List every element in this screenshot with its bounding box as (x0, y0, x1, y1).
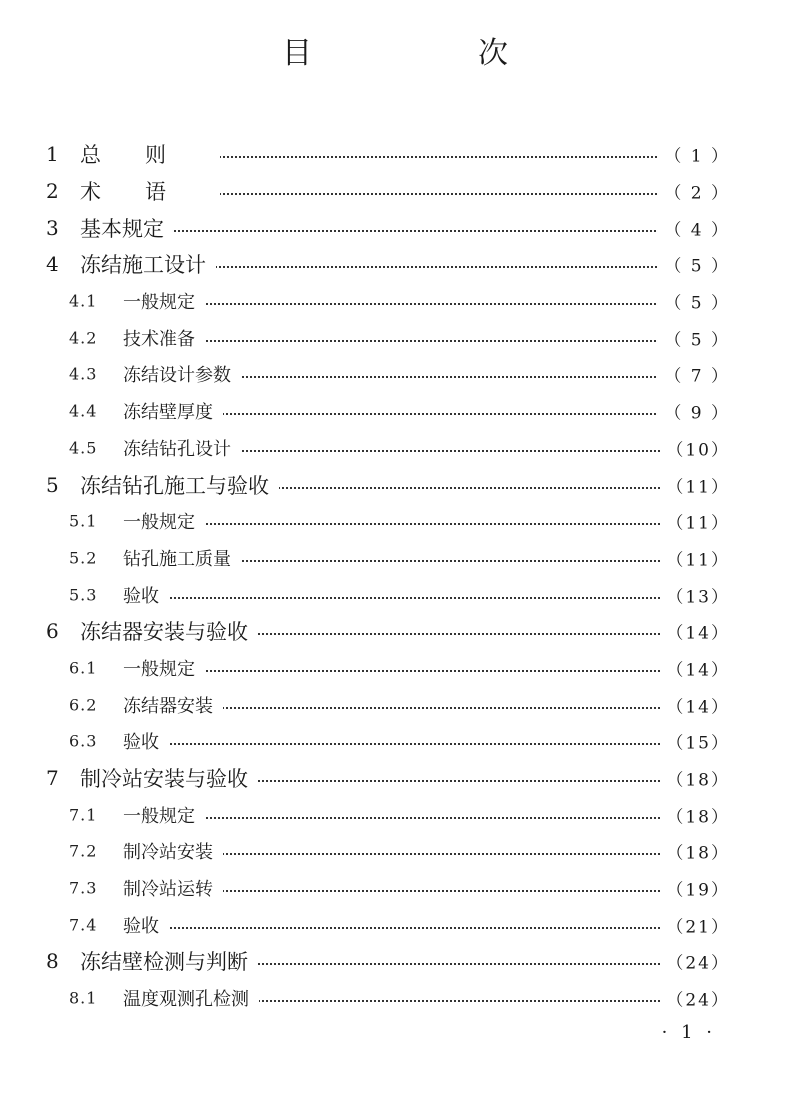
toc-section-entry[interactable] (0, 906, 790, 943)
entry-title: 冻结施工设计 (80, 249, 216, 279)
toc-section-entry[interactable] (0, 430, 790, 467)
entry-number: 3 (46, 215, 59, 240)
dot-leader (254, 780, 660, 782)
page-number: · 1 · (661, 1022, 716, 1043)
dot-leader (165, 743, 660, 745)
toc-section-entry[interactable] (0, 576, 790, 613)
entry-number: 5.1 (69, 511, 98, 531)
entry-title: 温度观测孔检测 (123, 985, 259, 1011)
entry-title: 验收 (123, 912, 169, 938)
entry-page: （ 1 ） (658, 142, 730, 167)
entry-page: （13） (660, 582, 730, 607)
entry-number: 6 (46, 619, 59, 644)
entry-title: 验收 (123, 582, 169, 608)
entry-number: 5 (46, 472, 59, 497)
entry-number: 4.3 (69, 364, 98, 384)
dot-leader (275, 487, 660, 489)
entry-title: 技术准备 (123, 325, 205, 351)
dot-leader (170, 230, 660, 232)
entry-number: 4.5 (69, 438, 98, 458)
entry-page: （14） (660, 692, 730, 717)
toc-section-entry[interactable] (0, 540, 790, 577)
entry-number: 4.4 (69, 401, 98, 421)
entry-page: （ 7 ） (658, 362, 730, 387)
dot-leader (219, 413, 660, 415)
entry-number: 4.1 (69, 291, 98, 311)
toc-section-entry[interactable] (0, 356, 790, 393)
entry-page: （11） (660, 509, 730, 534)
entry-title: 冻结壁检测与判断 (80, 946, 258, 976)
entry-title: 冻结器安装与验收 (80, 616, 258, 646)
page-title: 目 次 (282, 36, 576, 71)
entry-title: 制冷站安装 (123, 838, 223, 864)
entry-number: 7.3 (69, 878, 98, 898)
entry-page: （24） (660, 949, 730, 974)
dot-leader (165, 597, 660, 599)
entry-title: 冻结设计参数 (123, 361, 241, 387)
entry-title: 冻结壁厚度 (123, 398, 223, 424)
toc-section-entry[interactable] (0, 796, 790, 833)
toc-section-entry[interactable] (0, 870, 790, 907)
entry-number: 7.4 (69, 915, 98, 935)
entry-title: 冻结钻孔施工与验收 (80, 470, 279, 500)
entry-title: 一般规定 (123, 288, 205, 314)
entry-number: 1 (46, 142, 59, 167)
entry-number: 7 (46, 766, 59, 791)
toc-chapter-entry[interactable] (0, 760, 790, 797)
entry-title: 验收 (123, 728, 169, 754)
dot-leader (201, 523, 660, 525)
entry-number: 6.1 (69, 658, 98, 678)
entry-number: 7.1 (69, 805, 98, 825)
entry-number: 4.2 (69, 328, 98, 348)
entry-title: 制冷站运转 (123, 875, 223, 901)
dot-leader (212, 266, 660, 268)
toc-chapter-entry[interactable] (0, 136, 790, 173)
dot-leader (219, 707, 660, 709)
entry-page: （14） (660, 619, 730, 644)
dot-leader (237, 450, 660, 452)
entry-title: 钻孔施工质量 (123, 545, 241, 571)
entry-number: 4 (46, 252, 59, 277)
dot-leader (201, 340, 660, 342)
entry-page: （18） (660, 839, 730, 864)
dot-leader (219, 890, 660, 892)
toc-chapter-entry[interactable] (0, 943, 790, 980)
toc-section-entry[interactable] (0, 686, 790, 723)
dot-leader (254, 963, 660, 965)
entry-page: （ 4 ） (658, 215, 730, 240)
entry-page: （19） (660, 876, 730, 901)
entry-title: 一般规定 (123, 655, 205, 681)
entry-title: 制冷站安装与验收 (80, 763, 258, 793)
toc-section-entry[interactable] (0, 319, 790, 356)
toc-section-entry[interactable] (0, 503, 790, 540)
entry-page: （15） (660, 729, 730, 754)
dot-leader (201, 303, 660, 305)
entry-page: （14） (660, 655, 730, 680)
dot-leader (216, 193, 660, 195)
toc-section-entry[interactable] (0, 393, 790, 430)
toc-chapter-entry[interactable] (0, 466, 790, 503)
entry-page: （18） (660, 766, 730, 791)
toc-chapter-entry[interactable] (0, 173, 790, 210)
toc-chapter-entry[interactable] (0, 246, 790, 283)
entry-number: 2 (46, 179, 59, 204)
entry-page: （11） (660, 545, 730, 570)
entry-page: （24） (660, 986, 730, 1011)
toc-section-entry[interactable] (0, 723, 790, 760)
entry-number: 8 (46, 949, 59, 974)
entry-page: （11） (660, 472, 730, 497)
entry-page: （18） (660, 802, 730, 827)
table-of-contents (0, 136, 790, 1017)
entry-number: 5.3 (69, 585, 98, 605)
entry-number: 5.2 (69, 548, 98, 568)
toc-chapter-entry[interactable] (0, 613, 790, 650)
toc-section-entry[interactable] (0, 980, 790, 1017)
toc-section-entry[interactable] (0, 833, 790, 870)
entry-number: 6.3 (69, 731, 98, 751)
entry-number: 8.1 (69, 988, 98, 1008)
dot-leader (237, 560, 660, 562)
entry-title: 总则 (80, 139, 220, 169)
entry-title: 冻结钻孔设计 (123, 435, 241, 461)
entry-title: 基本规定 (80, 213, 174, 243)
toc-section-entry[interactable] (0, 650, 790, 687)
dot-leader (237, 376, 660, 378)
entry-page: （ 5 ） (658, 289, 730, 314)
entry-page: （10） (660, 435, 730, 460)
entry-title: 冻结器安装 (123, 692, 223, 718)
entry-page: （ 9 ） (658, 399, 730, 424)
entry-page: （ 2 ） (658, 179, 730, 204)
entry-title: 术语 (80, 176, 220, 206)
entry-title: 一般规定 (123, 802, 205, 828)
toc-chapter-entry[interactable] (0, 209, 790, 246)
entry-page: （21） (660, 912, 730, 937)
entry-number: 6.2 (69, 695, 98, 715)
dot-leader (216, 156, 660, 158)
dot-leader (201, 817, 660, 819)
entry-page: （ 5 ） (658, 325, 730, 350)
toc-section-entry[interactable] (0, 283, 790, 320)
entry-page: （ 5 ） (658, 252, 730, 277)
dot-leader (254, 633, 660, 635)
dot-leader (201, 670, 660, 672)
dot-leader (255, 1000, 660, 1002)
dot-leader (219, 853, 660, 855)
entry-number: 7.2 (69, 841, 98, 861)
dot-leader (165, 927, 660, 929)
entry-title: 一般规定 (123, 508, 205, 534)
